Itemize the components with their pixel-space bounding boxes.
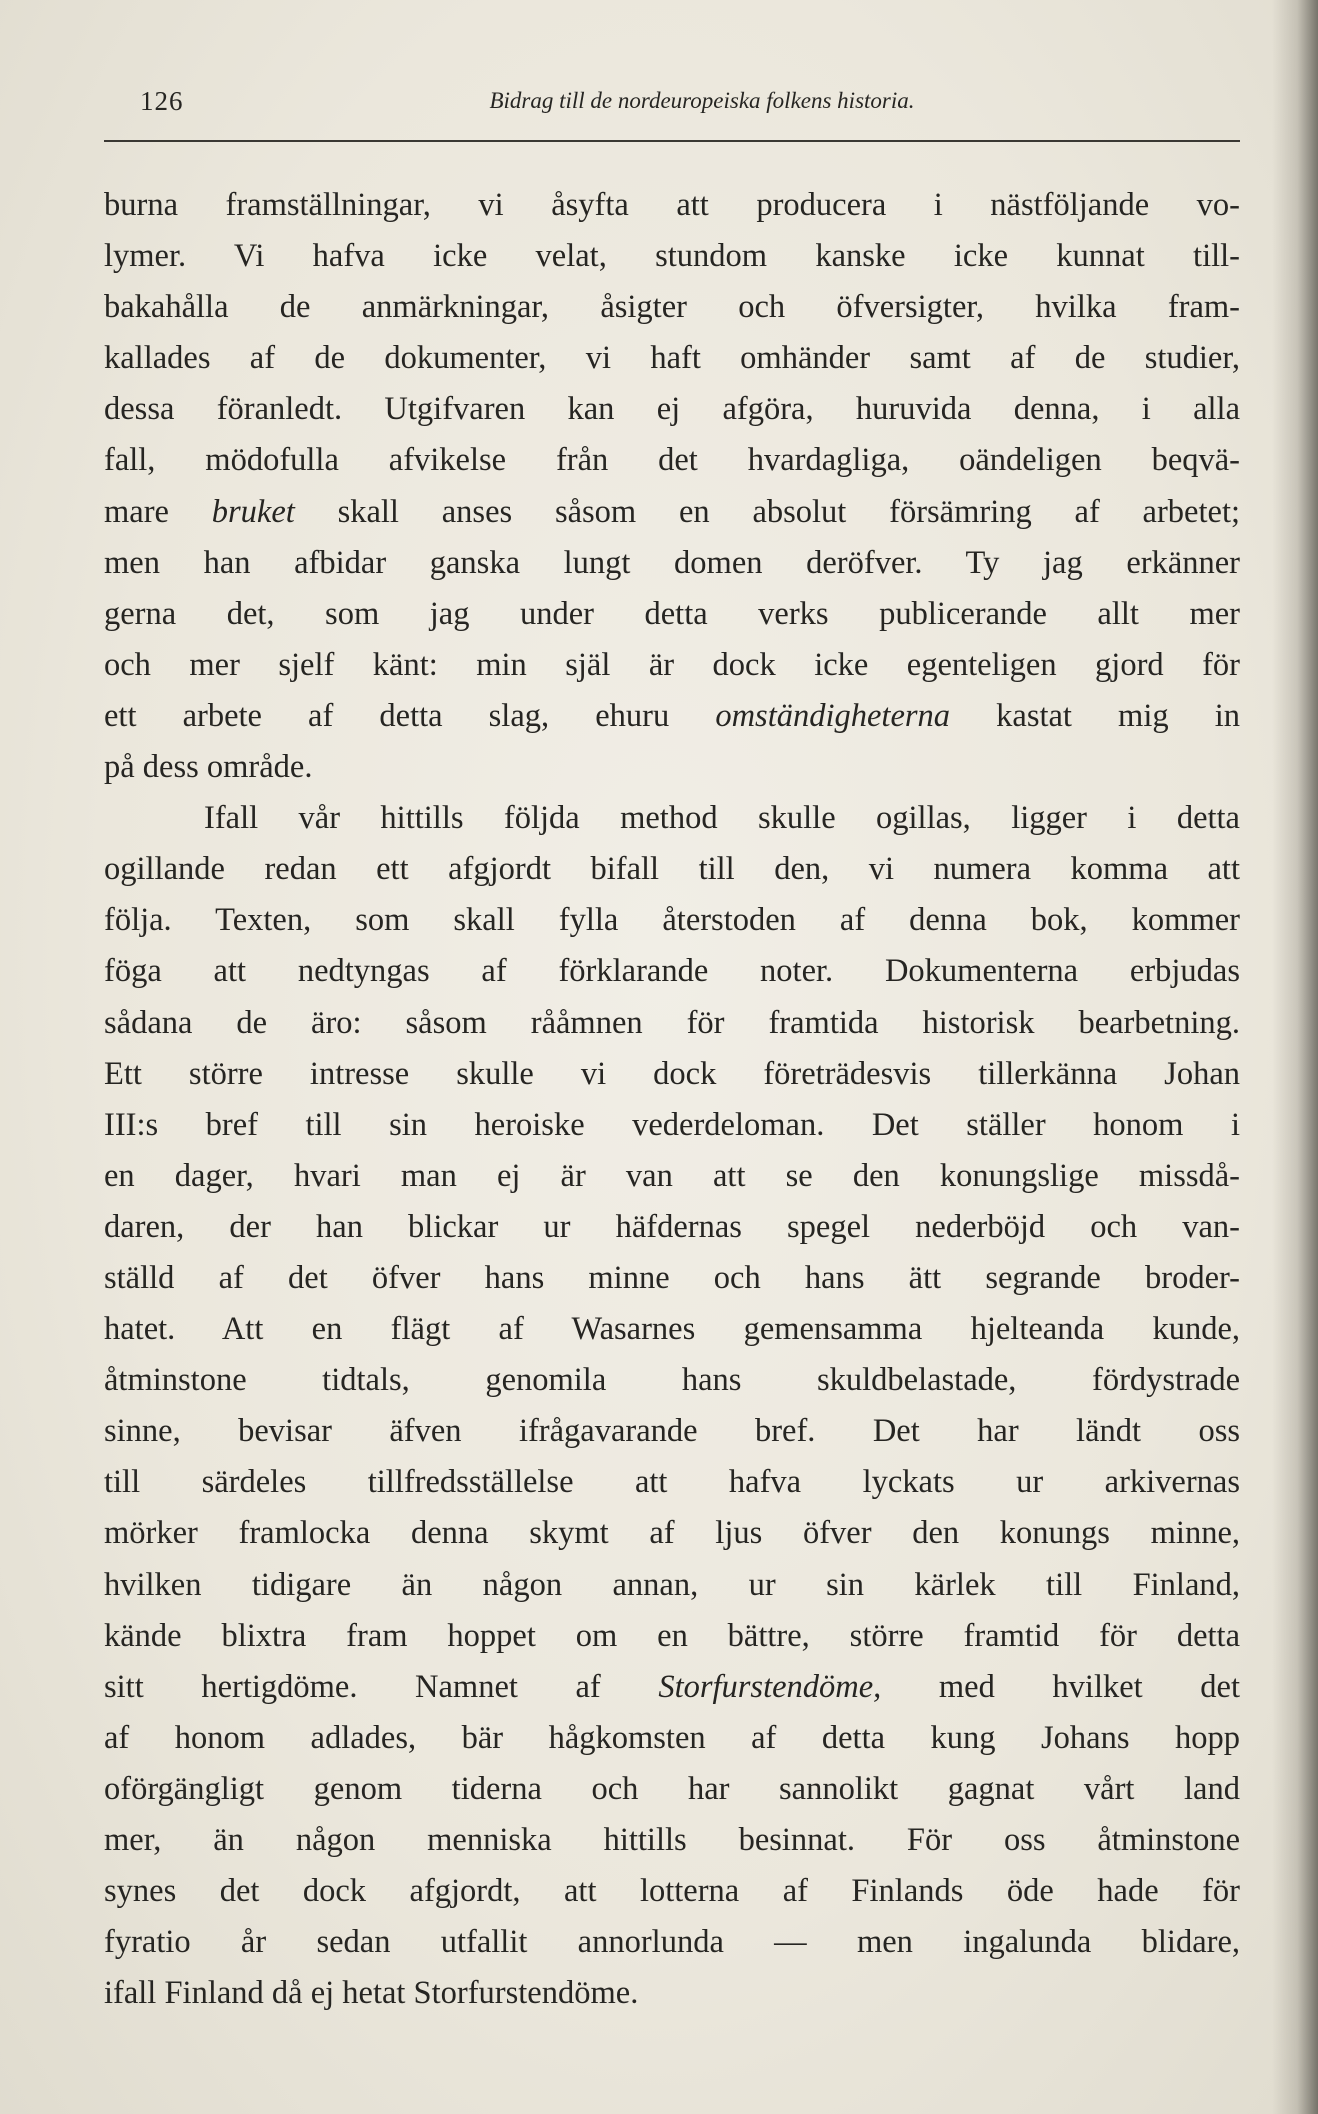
text-line: fyratio år sedan utfallit annorlunda — men ingalunda blidare, bbox=[104, 1924, 1240, 1961]
text-line: en dager, hvari man ej är van att se den konungslige missdå- bbox=[104, 1157, 1240, 1194]
text-line: kände blixtra fram hoppet om en bättre, större framtid för detta bbox=[104, 1617, 1240, 1654]
text-run: mare bbox=[104, 493, 212, 530]
text-line: och mer sjelf känt: min själ är dock icke egenteligen gjord för bbox=[104, 646, 1240, 683]
text-line: fall, mödofulla afvikelse från det hvardagliga, oändeligen beqvä- bbox=[104, 442, 1240, 479]
page-header bbox=[104, 78, 1240, 126]
text-line bbox=[104, 1662, 1240, 1713]
text-run: med hvilket det bbox=[881, 1668, 1240, 1705]
text-line: hvilken tidigare än någon annan, ur sin kärlek till Finland, bbox=[104, 1566, 1240, 1603]
text-line: III:s bref till sin heroiske vederdeloman. Det ställer honom i bbox=[104, 1106, 1240, 1143]
text-line: af honom adlades, bär hågkomsten af detta kung Johans hopp bbox=[104, 1719, 1240, 1756]
text-line: hatet. Att en flägt af Wasarnes gemensamma hjelteanda kunde, bbox=[104, 1311, 1240, 1348]
text-line bbox=[104, 691, 1240, 742]
text-line: ifall Finland då ej hetat Storfurstendöme. bbox=[104, 1975, 639, 2012]
text-line bbox=[104, 487, 1240, 538]
text-run: ett arbete af detta slag, ehuru bbox=[104, 697, 716, 734]
spine-shadow bbox=[1272, 0, 1318, 2114]
text-line: på dess område. bbox=[104, 749, 313, 786]
text-line: Ifall vår hittills följda method skulle ogillas, ligger i detta bbox=[204, 800, 1240, 837]
text-line: åtminstone tidtals, genomila hans skuldbelastade, fördystrade bbox=[104, 1362, 1240, 1399]
text-line: synes det dock afgjordt, att lotterna af Finlands öde hade för bbox=[104, 1873, 1240, 1910]
text-line: men han afbidar ganska lungt domen deröfver. Ty jag erkänner bbox=[104, 544, 1240, 581]
emphasized-word: Storfurstendöme, bbox=[658, 1668, 882, 1705]
text-line: sådana de äro: såsom rååmnen för framtida historisk bearbetning. bbox=[104, 1004, 1240, 1041]
text-line: dessa föranledt. Utgifvaren kan ej afgöra, huruvida denna, i alla bbox=[104, 391, 1240, 428]
text-line: föga att nedtyngas af förklarande noter. Dokumenterna erbjudas bbox=[104, 953, 1240, 990]
text-run: kastat mig in bbox=[950, 697, 1240, 734]
text-line: mörker framlocka denna skymt af ljus öfver den konungs minne, bbox=[104, 1515, 1240, 1552]
text-run: skall anses såsom en absolut försämring af arbetet; bbox=[294, 493, 1240, 530]
text-line: bakahålla de anmärkningar, åsigter och öfversigter, hvilka fram- bbox=[104, 289, 1240, 326]
text-line: ställd af det öfver hans minne och hans ätt segrande broder- bbox=[104, 1259, 1240, 1296]
text-run: sitt hertigdöme. Namnet af bbox=[104, 1668, 659, 1705]
running-head: Bidrag till de nordeuropeiska folkens historia. bbox=[489, 88, 915, 113]
emphasized-word: bruket bbox=[211, 493, 295, 530]
text-line: sinne, bevisar äfven ifrågavarande bref. Det har ländt oss bbox=[104, 1413, 1240, 1450]
text-line: till särdeles tillfredsställelse att hafva lyckats ur arkivernas bbox=[104, 1464, 1240, 1501]
body-text bbox=[104, 180, 1240, 2019]
page-number: 126 bbox=[140, 86, 184, 116]
text-line: mer, än någon menniska hittills besinnat. För oss åtminstone bbox=[104, 1822, 1240, 1858]
text-line: burna framställningar, vi åsyfta att producera i nästföljande vo- bbox=[104, 187, 1240, 223]
text-line: kallades af de dokumenter, vi haft omhänder samt af de studier, bbox=[104, 340, 1240, 377]
text-line: Ett större intresse skulle vi dock företrädesvis tillerkänna Johan bbox=[104, 1055, 1240, 1092]
emphasized-word: omständigheterna bbox=[715, 697, 951, 734]
text-line: gerna det, som jag under detta verks publicerande allt mer bbox=[104, 595, 1240, 632]
text-line: daren, der han blickar ur häfdernas spegel nederböjd och van- bbox=[104, 1208, 1240, 1245]
text-line: oförgängligt genom tiderna och har sannolikt gagnat vårt land bbox=[104, 1770, 1240, 1807]
text-line: följa. Texten, som skall fylla återstoden af denna bok, kommer bbox=[104, 902, 1240, 939]
text-line: lymer. Vi hafva icke velat, stundom kanske icke kunnat till- bbox=[104, 238, 1240, 275]
header-rule bbox=[104, 140, 1240, 142]
text-line: ogillande redan ett afgjordt bifall till den, vi numera komma att bbox=[104, 851, 1240, 888]
